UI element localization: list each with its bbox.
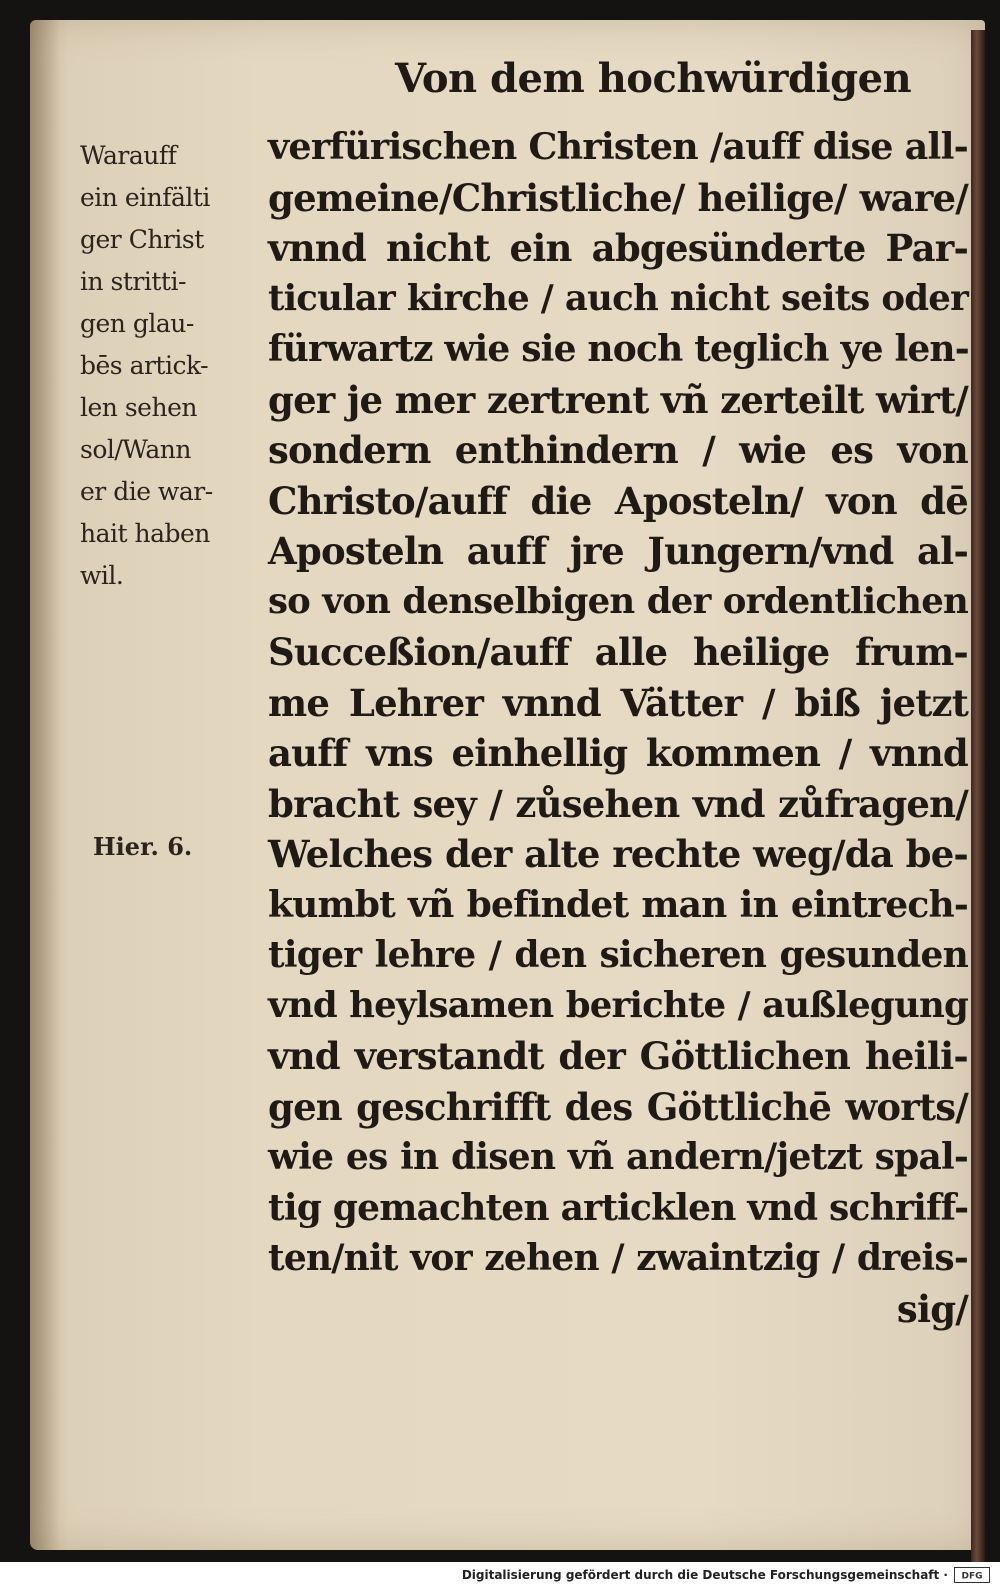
text-line: tiger lehre / den sicheren gesunden [268,934,968,976]
margin-note-line: hait haben [80,519,210,548]
footer-credit-text: Digitalisierung gefördert durch die Deutsche Forschungsgemeinschaft · [461,1568,948,1582]
margin-note-line: sol/Wann [80,435,191,464]
text-line: so von denselbigen der ordentlichen [268,580,968,622]
text-line: vnd verstandt der Göttlichen heili- [268,1034,968,1078]
text-line: fürwartz wie sie noch teglich ye len- [268,328,969,370]
margin-note [80,135,265,597]
margin-note-line: wil. [80,561,124,590]
body-text [268,122,968,1334]
text-line: verfürischen Christen /auff dise all- [268,125,968,168]
text-line: Aposteln auff jre Jungern/vnd al- [268,529,968,573]
text-line: Succeßion/auff alle heilige frum- [268,630,968,674]
margin-note-line: er die war- [80,477,213,506]
margin-note-line: gen glau- [80,309,194,338]
margin-note-line: ger Christ [80,225,204,254]
dfg-logo-label: DFG [961,1571,983,1580]
text-line: vnnd nicht ein abgesünderte Par- [268,226,968,270]
margin-note-line: bēs artick- [80,351,209,380]
text-line: ger je mer zertrent vñ zerteilt wirt/ [268,377,968,422]
text-line: ticular kirche / auch nicht seits oder [268,277,968,319]
page-edge-binding [971,30,985,1575]
text-line: tig gemachten articklen vnd schriff- [268,1186,969,1229]
text-line: kumbt vñ befindet man in eintrech- [268,883,968,926]
footer-credit-bar [0,1562,1000,1590]
text-line: gen geschrifft des Göttlichē worts/ [268,1084,968,1129]
text-line: gemeine/Christliche/ heilige/ ware/ [268,175,968,220]
catchword: sig/ [896,1286,968,1331]
running-title: Von dem hochwürdigen [395,55,912,102]
text-line: ten/nit vor zehen / zwaintzig / dreis- [268,1237,968,1279]
text-line: vnd heylsamen berichte / außlegung [268,984,968,1026]
dfg-logo-icon [954,1567,990,1583]
text-line: auff vns einhellig kommen / vnnd [268,731,968,775]
text-line: wie es in disen vñ andern/jetzt spal- [268,1136,968,1178]
text-line: Welches der alte rechte weg/da be- [268,832,968,876]
margin-note-line: in stritti- [80,267,186,296]
text-line: sondern enthindern / wie es von [268,428,968,472]
margin-reference: Hier. 6. [93,832,193,861]
margin-note-line: ein einfälti [80,183,210,212]
margin-note-line: Warauff [80,141,177,170]
text-line: bracht sey / zůsehen vnd zůfragen/ [268,781,968,826]
text-line: Christo/auff die Aposteln/ von dē [268,478,968,523]
text-line: me Lehrer vnnd Vätter / biß jetzt [268,680,968,725]
margin-note-line: len sehen [80,393,197,422]
